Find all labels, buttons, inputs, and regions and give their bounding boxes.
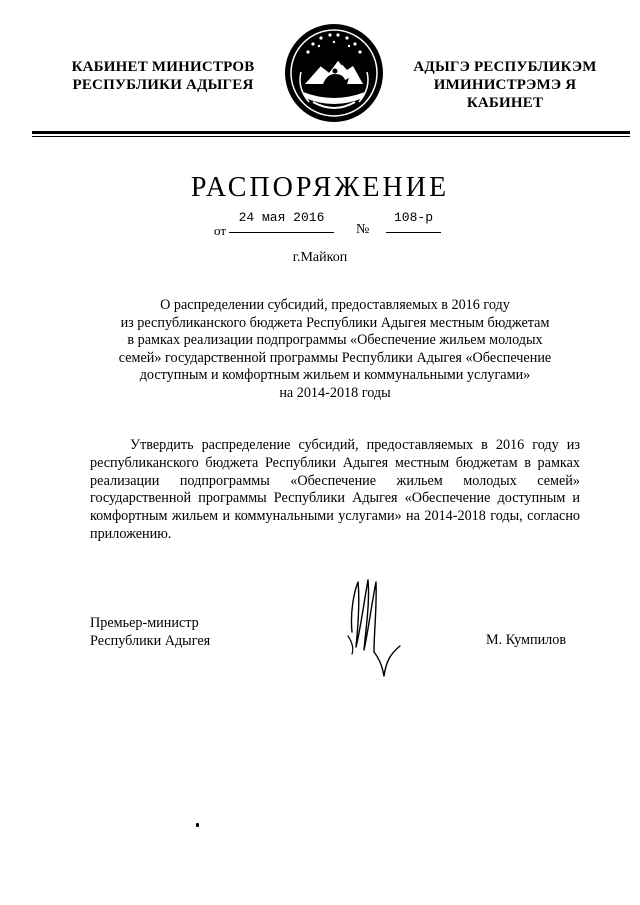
from-label: от	[214, 223, 227, 238]
coat-of-arms-icon	[283, 22, 385, 124]
subject-line: О распределении субсидий, предоставляемых в 2016 году	[160, 297, 510, 313]
handwritten-signature	[330, 572, 410, 682]
subject-line: на 2014-2018 годы	[279, 384, 391, 401]
document-number: 108-р	[393, 210, 433, 225]
position-line1: Премьер-министр	[90, 615, 199, 631]
date-number-line	[0, 210, 640, 240]
header-left-line1: КАБИНЕТ МИНИСТРОВ	[71, 59, 255, 75]
body-paragraph: Утвердить распределение субсидий, предоставляемых в 2016 году из республиканского бюджета Республики Адыгея местным бюджетам в рамках реализации подпрограммы «Обеспечение жильем молодых семей» государственной программы Республики Адыгея «Обеспечение доступным и комфортным жильем и коммунальными услугами» на 2014-2018 годы, согласно приложению.	[90, 437, 580, 542]
document-title: РАСПОРЯЖЕНИЕ	[190, 172, 450, 203]
date-underline	[229, 232, 334, 233]
number-label: №	[356, 222, 370, 237]
signatory-name: М. Кумпилов	[486, 632, 567, 648]
header-rule-thin	[32, 136, 630, 137]
header-left	[68, 58, 258, 94]
signatory-position	[90, 615, 210, 651]
header-right-line2: ИМИНИСТРЭМЭ Я КАБИНЕТ	[433, 77, 577, 111]
subject-line: доступным и комфортным жильем и коммунальными услугами»	[139, 367, 531, 384]
header-right-line1: АДЫГЭ РЕСПУБЛИКЭМ	[413, 59, 597, 75]
header-left-line2: РЕСПУБЛИКИ АДЫГЕЯ	[72, 77, 254, 93]
subject-line: в рамках реализации подпрограммы «Обеспечение жильем молодых	[127, 332, 543, 349]
header-right	[395, 58, 615, 112]
subject-line: из республиканского бюджета Республики Адыгея местным бюджетам	[120, 314, 550, 331]
city: г.Майкоп	[292, 250, 348, 265]
number-underline	[386, 232, 441, 233]
document-date: 24 мая 2016	[238, 210, 325, 225]
header-rule-thick	[32, 131, 630, 134]
position-line2: Республики Адыгея	[90, 632, 211, 649]
scan-speck	[196, 823, 199, 827]
document-subject	[95, 297, 575, 403]
subject-line: семей» государственной программы Республики Адыгея «Обеспечение	[118, 349, 552, 366]
